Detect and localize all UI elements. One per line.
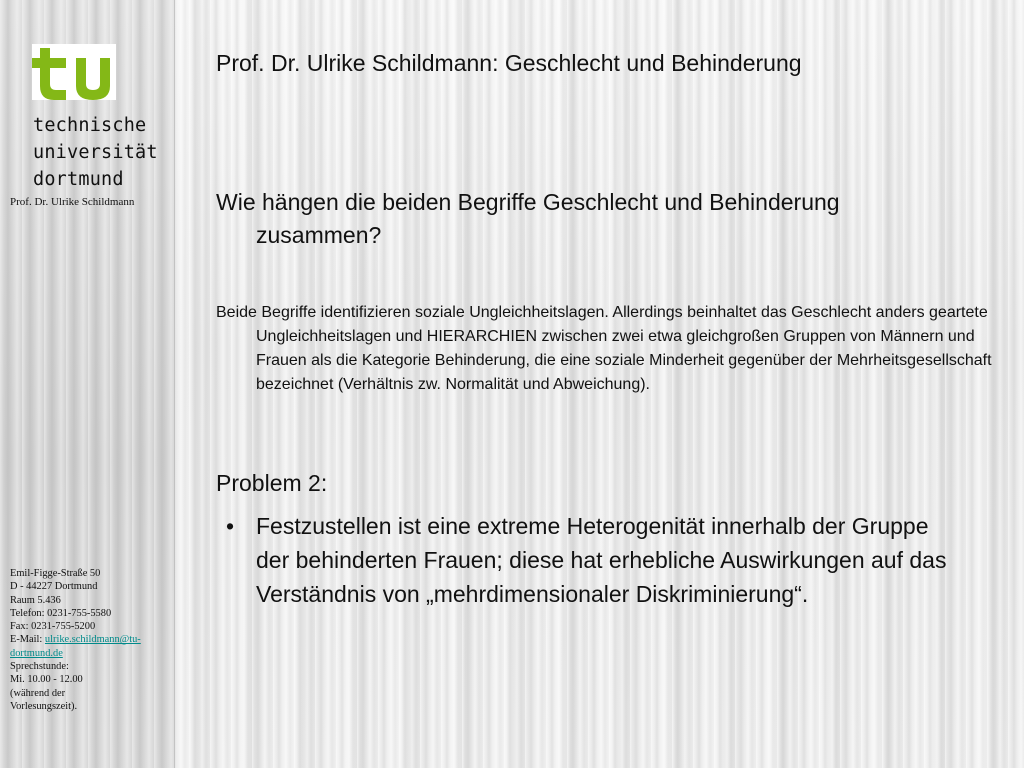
bullet-item bbox=[216, 509, 956, 611]
logo-line-1: technische bbox=[33, 115, 147, 136]
email-label: E-Mail: bbox=[10, 634, 45, 646]
author-name: Prof. Dr. Ulrike Schildmann bbox=[10, 196, 135, 208]
contact-room: Raum 5.436 bbox=[10, 594, 61, 606]
office-hours-note-1: (während der bbox=[10, 687, 66, 699]
contact-street: Emil-Figge-Straße 50 bbox=[10, 568, 101, 579]
bullet-icon: • bbox=[226, 513, 235, 539]
bullet-text: Festzustellen ist eine extreme Heterogenität innerhalb der Gruppe der behinderten Frauen; diese hat erhebliche Auswirkungen auf das Verständnis von „mehrdimensionaler Diskriminierung“. bbox=[256, 513, 947, 607]
email-link-part-1[interactable]: ulrike.schildmann@tu- bbox=[44, 634, 141, 646]
tu-logo-icon bbox=[32, 44, 116, 100]
email-link-part-2[interactable]: dortmund.de bbox=[10, 647, 63, 659]
university-name bbox=[33, 112, 158, 193]
email-link[interactable] bbox=[45, 634, 141, 645]
contact-city: D - 44227 Dortmund bbox=[10, 581, 98, 593]
sidebar bbox=[0, 0, 175, 768]
office-hours-time: Mi. 10.00 - 12.00 bbox=[10, 674, 83, 686]
contact-email-row bbox=[10, 633, 170, 646]
contact-phone: Telefon: 0231-755-5580 bbox=[10, 607, 112, 619]
logo-line-2: universität bbox=[33, 142, 158, 163]
logo-line-3: dortmund bbox=[33, 169, 124, 190]
contact-email-row-2 bbox=[10, 647, 170, 660]
problem-heading: Problem 2: bbox=[216, 470, 328, 496]
office-hours-note-2: Vorlesungszeit). bbox=[10, 700, 78, 712]
contact-info bbox=[10, 567, 170, 713]
office-hours-label: Sprechstunde: bbox=[10, 661, 69, 673]
slide-title: Prof. Dr. Ulrike Schildmann: Geschlecht und Behinderung bbox=[216, 50, 802, 76]
slide-paragraph: Beide Begriffe identifizieren soziale Ungleichheitslagen. Allerdings beinhaltet das Geschlecht anders geartete Ungleichheitslagen und HIERARCHIEN zwischen zwei etwa gleichgroßen Gruppen von Männern und Frauen als die Kategorie Behinderung, die eine soziale Minderheit gegenüber der Mehrheitsgesellschaft bezeichnet (Verhältnis zw. Normalität und Abweichung). bbox=[216, 304, 992, 393]
email-link-continued[interactable] bbox=[10, 648, 63, 659]
contact-fax: Fax: 0231-755-5200 bbox=[10, 621, 96, 633]
slide-question: Wie hängen die beiden Begriffe Geschlecht und Behinderung zusammen? bbox=[216, 189, 840, 248]
